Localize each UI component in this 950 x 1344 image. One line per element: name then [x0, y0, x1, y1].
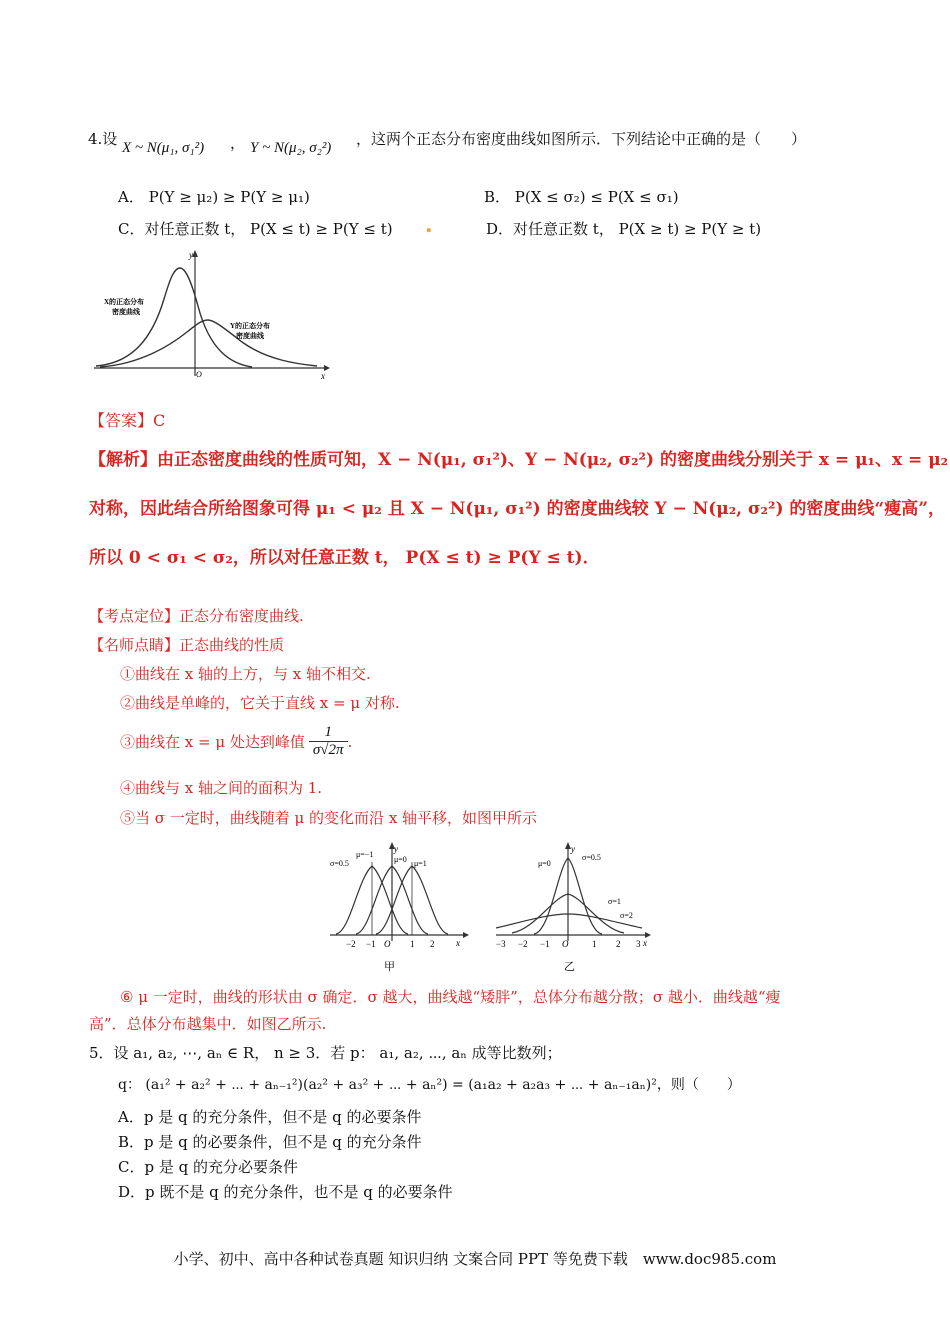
- q4-origin-label: O: [196, 370, 202, 379]
- q5-q-condition: q： (a₁² + a₂² + ⋯ + aₙ₋₁²)(a₂² + a₃² + ⋯ + aₙ²) = (a₁a₂ + a₂a₃ + ⋯ + aₙ₋₁aₙ)²，则（ ）: [118, 1077, 741, 1093]
- q4-stem-x: X ~ N(μ₁, σ₁²): [122, 140, 205, 156]
- yi-x-label: x: [643, 938, 647, 948]
- jia-caption: 甲: [384, 961, 395, 973]
- jia-mu-label-1: μ=−1: [356, 850, 374, 859]
- yi-y-label: y: [571, 844, 575, 854]
- figure-jia: [326, 838, 474, 978]
- jia-y-label: y: [394, 844, 398, 854]
- q4-normal-curves-figure: [92, 244, 338, 380]
- dianjing-point-3-suffix: .: [347, 732, 353, 751]
- analysis-line-2: 对称，因此结合所给图象可得 μ₁ < μ₂ 且 X − N(μ₁, σ₁²) 的密度曲线较 Y − N(μ₂, σ₂²) 的密度曲线“瘦高”，: [89, 499, 945, 519]
- q4-stem-prefix: 4.设: [88, 130, 118, 148]
- jia-x-arrow: [463, 932, 469, 938]
- q4-option-a: A． P(Y ≥ μ₂) ≥ P(Y ≥ μ₁): [118, 188, 310, 206]
- yi-sigma-label-2: σ=1: [608, 897, 621, 906]
- dianjing-point-2: ②曲线是单峰的，它关于直线 x = μ 对称.: [120, 694, 400, 712]
- dianjing-point-4: ④曲线与 x 轴之间的面积为 1.: [120, 779, 323, 797]
- q5-option-b: B．p 是 q 的必要条件，但不是 q 的充分条件: [118, 1133, 422, 1151]
- figure-yi: [492, 838, 660, 978]
- analysis-line-3: 所以 0 < σ₁ < σ₂，所以对任意正数 t， P(X ≤ t) ≥ P(Y ≤ t)．: [89, 548, 600, 568]
- yi-tick-5: 1: [592, 939, 597, 949]
- q4-stem-comma: ，: [230, 134, 246, 152]
- q4-x-density-curve: [96, 268, 252, 367]
- yi-sigma-label-1: σ=0.5: [582, 853, 601, 862]
- yi-mu-label: μ=0: [538, 859, 551, 868]
- jia-mu-label-3: μ=1: [414, 859, 427, 868]
- yi-tick-3: −1: [540, 939, 550, 949]
- analysis-line-1: 【解析】由正态密度曲线的性质可知，X − N(μ₁, σ₁²)、Y − N(μ₂, σ₂²) 的密度曲线分别关于 x = μ₁、x = μ₂: [89, 450, 949, 470]
- yi-tick-4: O: [562, 939, 569, 949]
- yi-tick-6: 2: [616, 939, 621, 949]
- kaodian: 【考点定位】正态分布密度曲线.: [89, 607, 304, 625]
- jia-tick-2: −1: [366, 939, 376, 949]
- q4-stem-y: Y ~ N(μ₂, σ₂²): [250, 140, 332, 156]
- q5-option-c: C．p 是 q 的充分必要条件: [118, 1158, 298, 1176]
- q4-x-curve-label-2: 密度曲线: [112, 308, 140, 316]
- q4-stem: [88, 128, 117, 149]
- yi-tick-1: −3: [496, 939, 506, 949]
- dianjing-point-3: [120, 724, 352, 759]
- q5-stem: 5．设 a₁, a₂, ⋯, aₙ ∈ R， n ≥ 3．若 p： a₁, a₂, ⋯, aₙ 成等比数列；: [89, 1044, 562, 1062]
- jia-tick-3: O: [384, 939, 391, 949]
- jia-tick-5: 2: [430, 939, 435, 949]
- q4-x-label: x: [321, 371, 325, 380]
- q4-option-b: B． P(X ≤ σ₂) ≤ P(X ≤ σ₁): [484, 188, 679, 206]
- q4-stem-suffix: ，这两个正态分布密度曲线如图所示．下列结论中正确的是（ ）: [356, 130, 807, 148]
- q5-option-a: A．p 是 q 的充分条件，但不是 q 的必要条件: [118, 1108, 422, 1126]
- page-footer: 小学、初中、高中各种试卷真题 知识归纳 文案合同 PPT 等免费下载 www.doc985.com: [173, 1250, 777, 1268]
- jia-x-label: x: [456, 938, 460, 948]
- dianjing-point-6-line-1: ⑥ μ 一定时，曲线的形状由 σ 确定．σ 越大，曲线越“矮胖”，总体分布越分散；σ 越小．曲线越“瘦: [120, 988, 781, 1006]
- q4-orange-dot: .: [425, 212, 433, 238]
- dianjing-point-1: ①曲线在 x 轴的上方，与 x 轴不相交.: [120, 665, 371, 683]
- jia-mu-label-2: μ=0: [394, 855, 407, 864]
- q4-option-c: C．对任意正数 t， P(X ≤ t) ≥ P(Y ≤ t): [118, 220, 393, 238]
- yi-tick-2: −2: [518, 939, 528, 949]
- dianjing-point-5: ⑤当 σ 一定时，曲线随着 μ 的变化而沿 x 轴平移，如图甲所示: [120, 809, 538, 827]
- q4-x-curve-label-1: X的正态分布: [104, 298, 145, 306]
- q4-option-d: D．对任意正数 t， P(X ≥ t) ≥ P(Y ≥ t): [486, 220, 762, 238]
- dianjing-point-6-line-2: 高”．总体分布越集中．如图乙所示.: [89, 1015, 327, 1033]
- answer: 【答案】C: [89, 411, 166, 430]
- q4-y-density-curve: [100, 320, 317, 367]
- q5-option-d: D．p 既不是 q 的充分条件，也不是 q 的必要条件: [118, 1183, 453, 1201]
- jia-tick-4: 1: [410, 939, 415, 949]
- peak-value-numerator: 1: [309, 724, 348, 742]
- q4-y-label: y: [189, 250, 193, 260]
- jia-sigma-label: σ=0.5: [330, 859, 349, 868]
- dianjing-title: 【名师点睛】正态曲线的性质: [89, 636, 285, 654]
- yi-tick-7: 3: [636, 939, 641, 949]
- peak-value-denominator: σ√2π: [312, 742, 344, 758]
- peak-value-fraction: [309, 724, 348, 759]
- yi-caption: 乙: [564, 961, 575, 973]
- jia-tick-1: −2: [346, 939, 356, 949]
- q4-y-curve-label-1: Y的正态分布: [230, 322, 271, 330]
- q4-y-curve-label-2: 密度曲线: [236, 332, 264, 340]
- dianjing-point-3-prefix: ③曲线在 x = μ 处达到峰值: [120, 733, 305, 751]
- yi-sigma-label-3: σ=2: [620, 911, 633, 920]
